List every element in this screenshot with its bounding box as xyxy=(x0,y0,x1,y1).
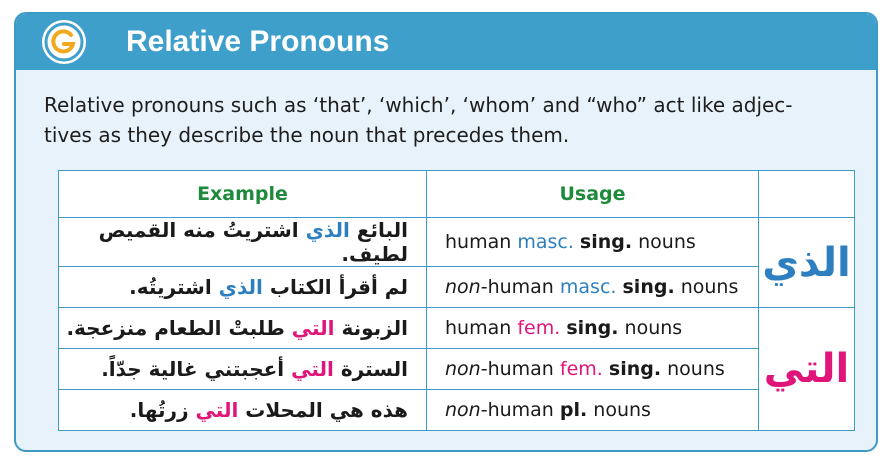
usage-cell: non-human pl. nouns xyxy=(427,390,759,431)
example-cell: البائع الذي اشتريتُ منه القميص لطيف. xyxy=(59,218,427,267)
header-usage: Usage xyxy=(427,171,759,218)
usage-cell: non-human masc. sing. nouns xyxy=(427,267,759,308)
header-example: Example xyxy=(59,171,427,218)
header-bar xyxy=(16,14,876,70)
example-cell: هذه هي المحلات التي زرتُها. xyxy=(59,390,427,431)
example-cell: السترة التي أعجبتني غالية جدّاً. xyxy=(59,349,427,390)
header-pronoun xyxy=(759,171,855,218)
g-logo-icon xyxy=(42,20,86,64)
page-title: Relative Pronouns xyxy=(126,25,390,58)
usage-cell: human masc. sing. nouns xyxy=(427,218,759,267)
table-row xyxy=(59,349,855,390)
table-row xyxy=(59,390,855,431)
table-row xyxy=(59,218,855,267)
intro-paragraph: Relative pronouns such as ‘that’, ‘which’, ‘whom’ and “who” act like adjec- tives as they describe the noun that precedes them. xyxy=(44,93,793,147)
pronoun-alladhi: الذي xyxy=(759,218,855,308)
pronoun-table xyxy=(58,170,855,431)
example-cell: الزبونة التي طلبتْ الطعام منزعجة. xyxy=(59,308,427,349)
table-row xyxy=(59,308,855,349)
usage-cell: human fem. sing. nouns xyxy=(427,308,759,349)
pronoun-allati: التي xyxy=(759,308,855,431)
table-row xyxy=(59,267,855,308)
table-header-row xyxy=(59,171,855,218)
usage-cell: non-human fem. sing. nouns xyxy=(427,349,759,390)
lesson-card xyxy=(14,12,878,452)
example-cell: لم أقرأ الكتاب الذي اشتريتُه. xyxy=(59,267,427,308)
